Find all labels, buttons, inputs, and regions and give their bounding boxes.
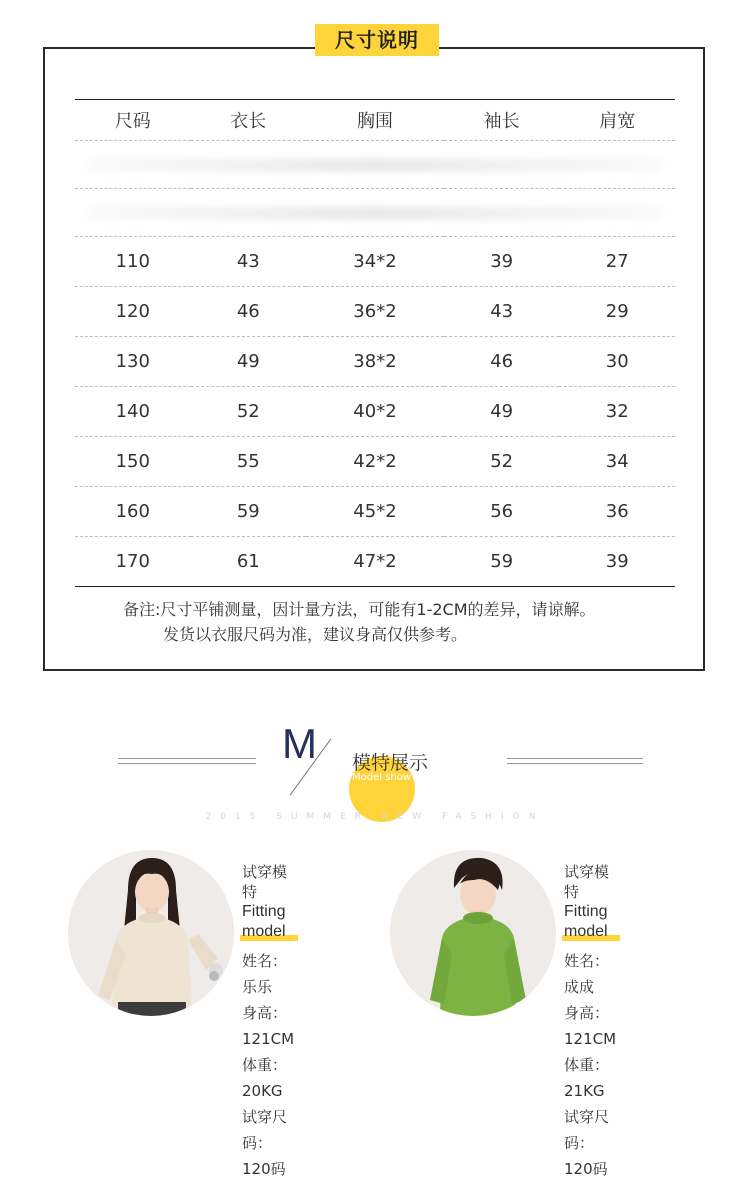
model-name: 姓名：乐乐 — [242, 952, 288, 996]
table-cell: 47*2 — [306, 537, 444, 587]
table-row — [75, 437, 675, 487]
table-cell: 120 — [75, 287, 191, 337]
table-cell: 49 — [191, 337, 307, 387]
table-cell: 36*2 — [306, 287, 444, 337]
boy-model-illustration — [390, 850, 556, 1016]
girl-model-illustration — [68, 850, 234, 1016]
fitting-model-label-en: Fitting model — [564, 902, 616, 942]
table-row — [75, 487, 675, 537]
table-row — [75, 337, 675, 387]
model-info — [564, 862, 616, 1182]
model-height: 身高：121CM — [242, 1004, 295, 1048]
size-chart-panel — [43, 47, 705, 671]
table-cell: 29 — [559, 287, 675, 337]
table-header-row — [75, 100, 675, 141]
measurement-note — [123, 597, 596, 647]
table-cell: 40*2 — [306, 387, 444, 437]
table-cell: 34 — [559, 437, 675, 487]
fitting-model-label-en: Fitting model — [242, 902, 294, 942]
table-cell: 43 — [444, 287, 560, 337]
blurred-row — [75, 141, 675, 189]
model-size: 试穿尺码：120码 — [242, 1108, 288, 1178]
model-weight: 体重：20KG — [242, 1056, 288, 1100]
table-cell: 52 — [444, 437, 560, 487]
table-cell: 59 — [191, 487, 307, 537]
column-header: 尺码 — [75, 100, 191, 141]
table-cell: 55 — [191, 437, 307, 487]
table-row — [75, 537, 675, 587]
table-cell: 38*2 — [306, 337, 444, 387]
table-row — [75, 237, 675, 287]
table-cell: 32 — [559, 387, 675, 437]
model-section-header — [0, 720, 750, 820]
column-header: 袖长 — [444, 100, 560, 141]
blurred-row — [75, 189, 675, 237]
table-row — [75, 287, 675, 337]
divider-left — [118, 758, 256, 764]
table-cell: 46 — [191, 287, 307, 337]
column-header: 衣长 — [191, 100, 307, 141]
decorative-caption: 2015 SUMMER NEW FASHION — [205, 812, 545, 822]
model-weight: 体重：21KG — [564, 1056, 610, 1100]
table-cell: 42*2 — [306, 437, 444, 487]
model-section-subtitle: Model show — [352, 772, 412, 783]
note-line: 发货以衣服尺码为准，建议身高仅供参考。 — [163, 625, 468, 644]
model-info — [242, 862, 294, 1182]
model-photo — [68, 850, 234, 1016]
divider-right — [507, 758, 643, 764]
table-cell: 27 — [559, 237, 675, 287]
fitting-model-label-cn: 试穿模特 — [242, 863, 288, 901]
table-cell: 170 — [75, 537, 191, 587]
fitting-model-label-cn: 试穿模特 — [564, 863, 610, 901]
table-cell: 59 — [444, 537, 560, 587]
size-chart-title: 尺寸说明 — [315, 24, 439, 56]
table-cell: 49 — [444, 387, 560, 437]
note-line: 备注:尺寸平铺测量，因计量方法，可能有1-2CM的差异，请谅解。 — [123, 600, 596, 619]
model-photo — [390, 850, 556, 1016]
table-cell: 43 — [191, 237, 307, 287]
table-cell: 45*2 — [306, 487, 444, 537]
table-cell: 130 — [75, 337, 191, 387]
table-cell: 46 — [444, 337, 560, 387]
table-cell: 39 — [444, 237, 560, 287]
table-cell: 110 — [75, 237, 191, 287]
table-cell: 160 — [75, 487, 191, 537]
table-cell: 56 — [444, 487, 560, 537]
table-cell: 30 — [559, 337, 675, 387]
table-cell: 34*2 — [306, 237, 444, 287]
model-name: 姓名：成成 — [564, 952, 610, 996]
table-cell: 150 — [75, 437, 191, 487]
size-table — [75, 99, 675, 587]
table-row — [75, 387, 675, 437]
model-letter: M — [282, 720, 317, 767]
model-section-title: 模特展示 — [352, 752, 429, 774]
table-cell: 140 — [75, 387, 191, 437]
model-height: 身高：121CM — [564, 1004, 617, 1048]
column-header: 肩宽 — [559, 100, 675, 141]
model-size: 试穿尺码：120码 — [564, 1108, 610, 1178]
table-cell: 52 — [191, 387, 307, 437]
table-cell: 39 — [559, 537, 675, 587]
table-cell: 36 — [559, 487, 675, 537]
table-cell: 61 — [191, 537, 307, 587]
column-header: 胸围 — [306, 100, 444, 141]
